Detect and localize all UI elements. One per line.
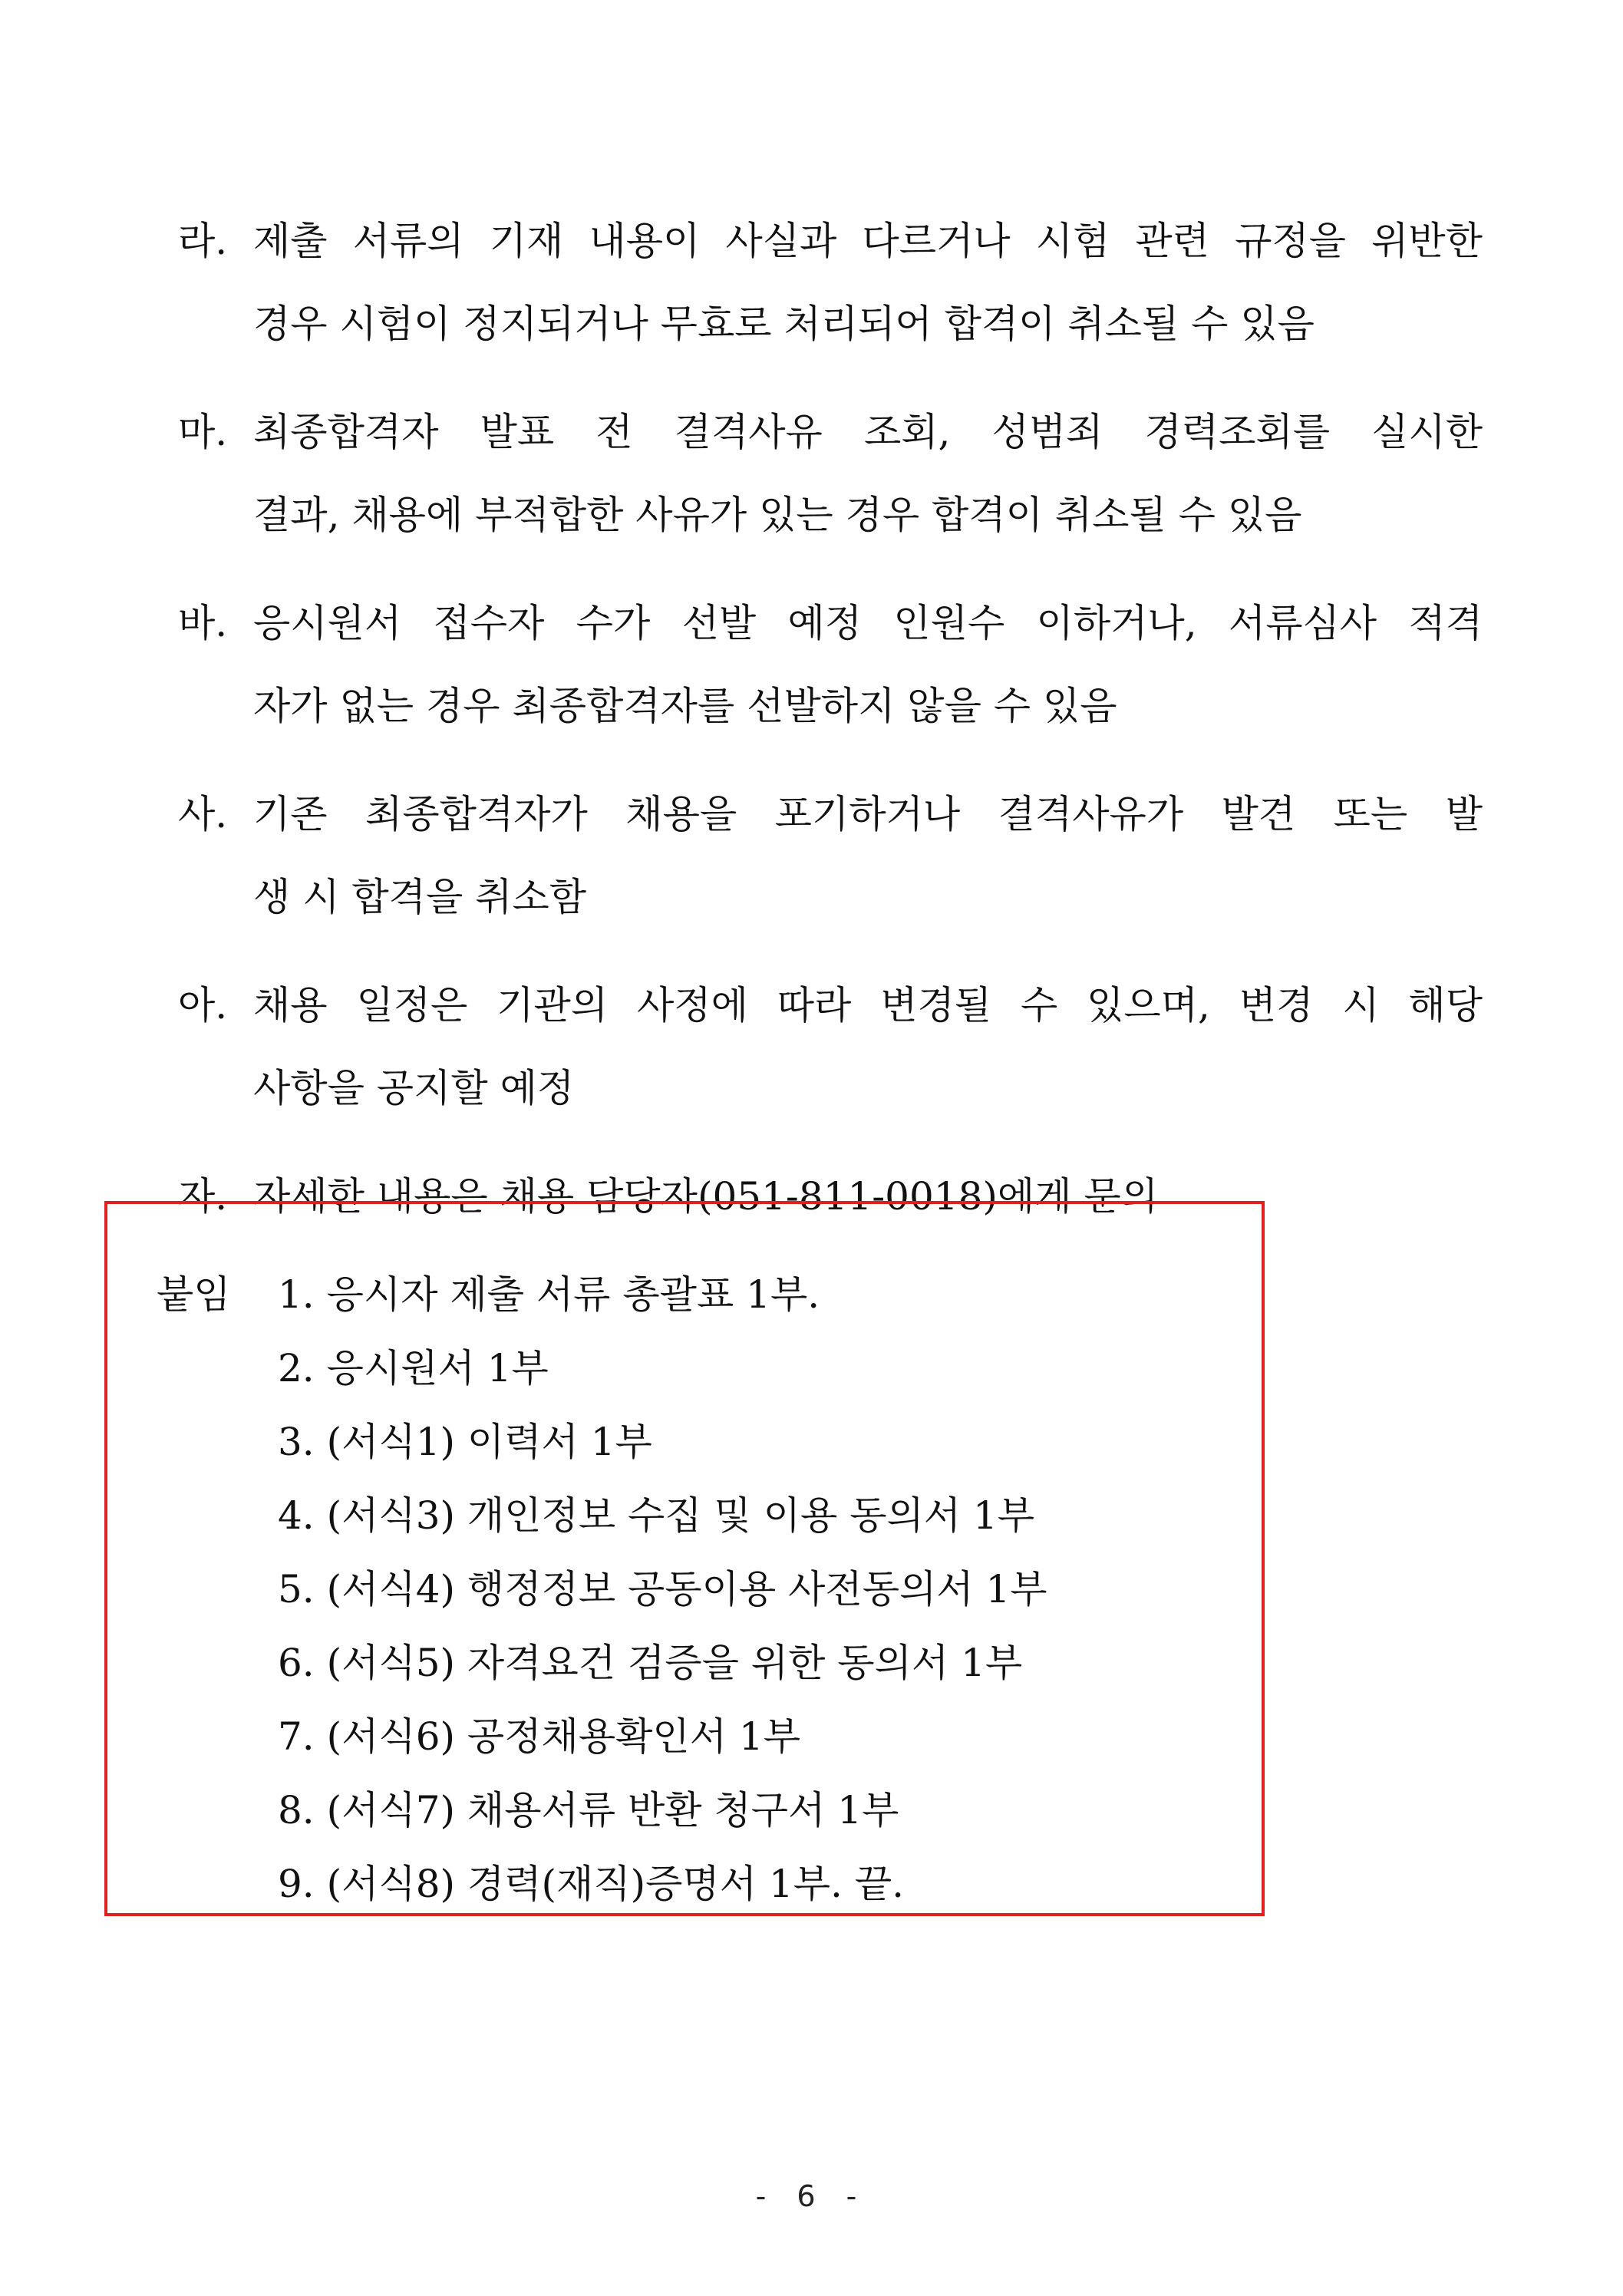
notice-text-line2: 자가 없는 경우 최종합격자를 선발하지 않을 수 있음: [253, 684, 1117, 728]
notice-label: 아.: [178, 983, 228, 1028]
notice-label: 라.: [178, 219, 228, 263]
page-number: - 6 -: [755, 2179, 868, 2213]
notice-label: 자.: [178, 1174, 228, 1219]
notice-list: [178, 200, 1483, 1263]
notice-item-ma: [178, 391, 1483, 556]
notice-text-line2: 생 시 합격을 취소함: [253, 875, 587, 919]
notice-text-line1: 채용 일정은 기관의 사정에 따라 변경될 수 있으며, 변경 시 해당: [253, 983, 1483, 1028]
notice-text-line2: 경우 시험이 정지되거나 무효로 처리되어 합격이 취소될 수 있음: [253, 302, 1315, 346]
notice-text-line1: 기존 최종합격자가 채용을 포기하거나 결격사유가 발견 또는 발: [253, 792, 1483, 836]
notice-text-line2: 결과, 채용에 부적합한 사유가 있는 경우 합격이 취소될 수 있음: [253, 493, 1302, 537]
attachment-item: 9. (서식8) 경력(재직)증명서 1부. 끝.: [278, 1862, 905, 1906]
attachment-item: 8. (서식7) 채용서류 반환 청구서 1부: [278, 1788, 899, 1833]
notice-text-line1: 응시원서 접수자 수가 선발 예정 인원수 이하거나, 서류심사 적격: [253, 601, 1483, 645]
notice-item-a: [178, 964, 1483, 1130]
attachment-item: 6. (서식5) 자격요건 검증을 위한 동의서 1부: [278, 1641, 1023, 1685]
notice-text-line1: 자세한 내용은 채용 담당자(051-811-0018)에게 문의: [253, 1174, 1158, 1219]
notice-text-line1: 제출 서류의 기재 내용이 사실과 다르거나 시험 관련 규정을 위반한: [253, 219, 1483, 263]
attachments-box: [104, 1201, 1265, 1916]
attachment-item: 5. (서식4) 행정정보 공동이용 사전동의서 1부: [278, 1567, 1047, 1611]
attachments-list: [278, 1258, 1047, 1921]
notice-text-line2: 사항을 공지할 예정: [253, 1066, 575, 1110]
attachment-item: 7. (서식6) 공정채용확인서 1부: [278, 1714, 801, 1759]
notice-item-sa: [178, 773, 1483, 939]
notice-text-line1: 최종합격자 발표 전 결격사유 조회, 성범죄 경력조회를 실시한: [253, 410, 1483, 454]
notice-item-ra: [178, 200, 1483, 365]
notice-item-ba: [178, 582, 1483, 747]
attachment-item: 1. 응시자 제출 서류 총괄표 1부.: [278, 1272, 820, 1317]
attachments-title: 붙임: [157, 1272, 231, 1317]
notice-label: 바.: [178, 601, 228, 645]
notice-label: 사.: [178, 792, 228, 836]
attachment-item: 4. (서식3) 개인정보 수집 및 이용 동의서 1부: [278, 1493, 1035, 1538]
attachment-item: 3. (서식1) 이력서 1부: [278, 1420, 652, 1464]
notice-label: 마.: [178, 410, 228, 454]
attachment-item: 2. 응시원서 1부: [278, 1346, 549, 1390]
